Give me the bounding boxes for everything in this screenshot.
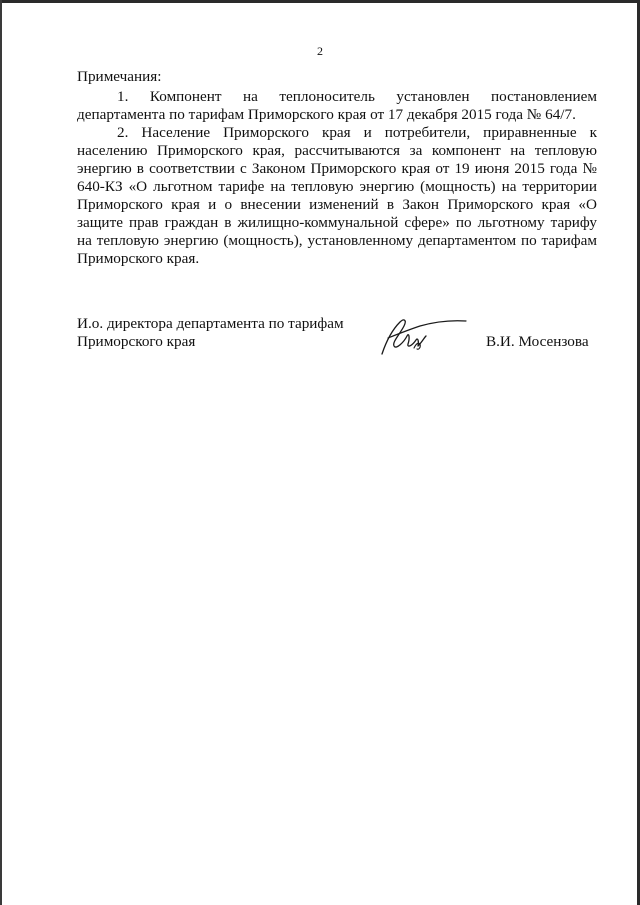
scan-border-left <box>0 0 2 905</box>
signatory-position <box>77 315 344 351</box>
handwritten-signature <box>374 312 474 358</box>
note-item-2: 2. Население Приморского края и потребители, приравненные к населению Приморского края, рассчитываются за компонент на тепловую энергию в соответствии с Законом Приморского края от 19 июня 2015 года № 640-КЗ «О льготном тарифе на тепловую энергию (мощность) на территории Приморского края и о внесении изменений в Закон Приморского края «О защите прав граждан в жилищно-коммунальной сфере» по льготному тарифу на тепловую энергию (мощность), установленному департаментом по тарифам Приморского края. <box>77 124 597 267</box>
note-item-1: 1. Компонент на теплоноситель установлен постановлением департамента по тарифам Приморского края от 17 декабря 2015 года № 64/7. <box>77 88 597 123</box>
page-number: 2 <box>317 44 323 58</box>
notes-title: Примечания: <box>77 68 162 85</box>
notes-section <box>77 68 597 268</box>
signatory-position-line1: И.о. директора департамента по тарифам <box>77 315 344 332</box>
signatory-name: В.И. Мосензова <box>486 333 589 350</box>
signatory-position-line2: Приморского края <box>77 333 196 350</box>
scan-border-top <box>0 0 640 3</box>
